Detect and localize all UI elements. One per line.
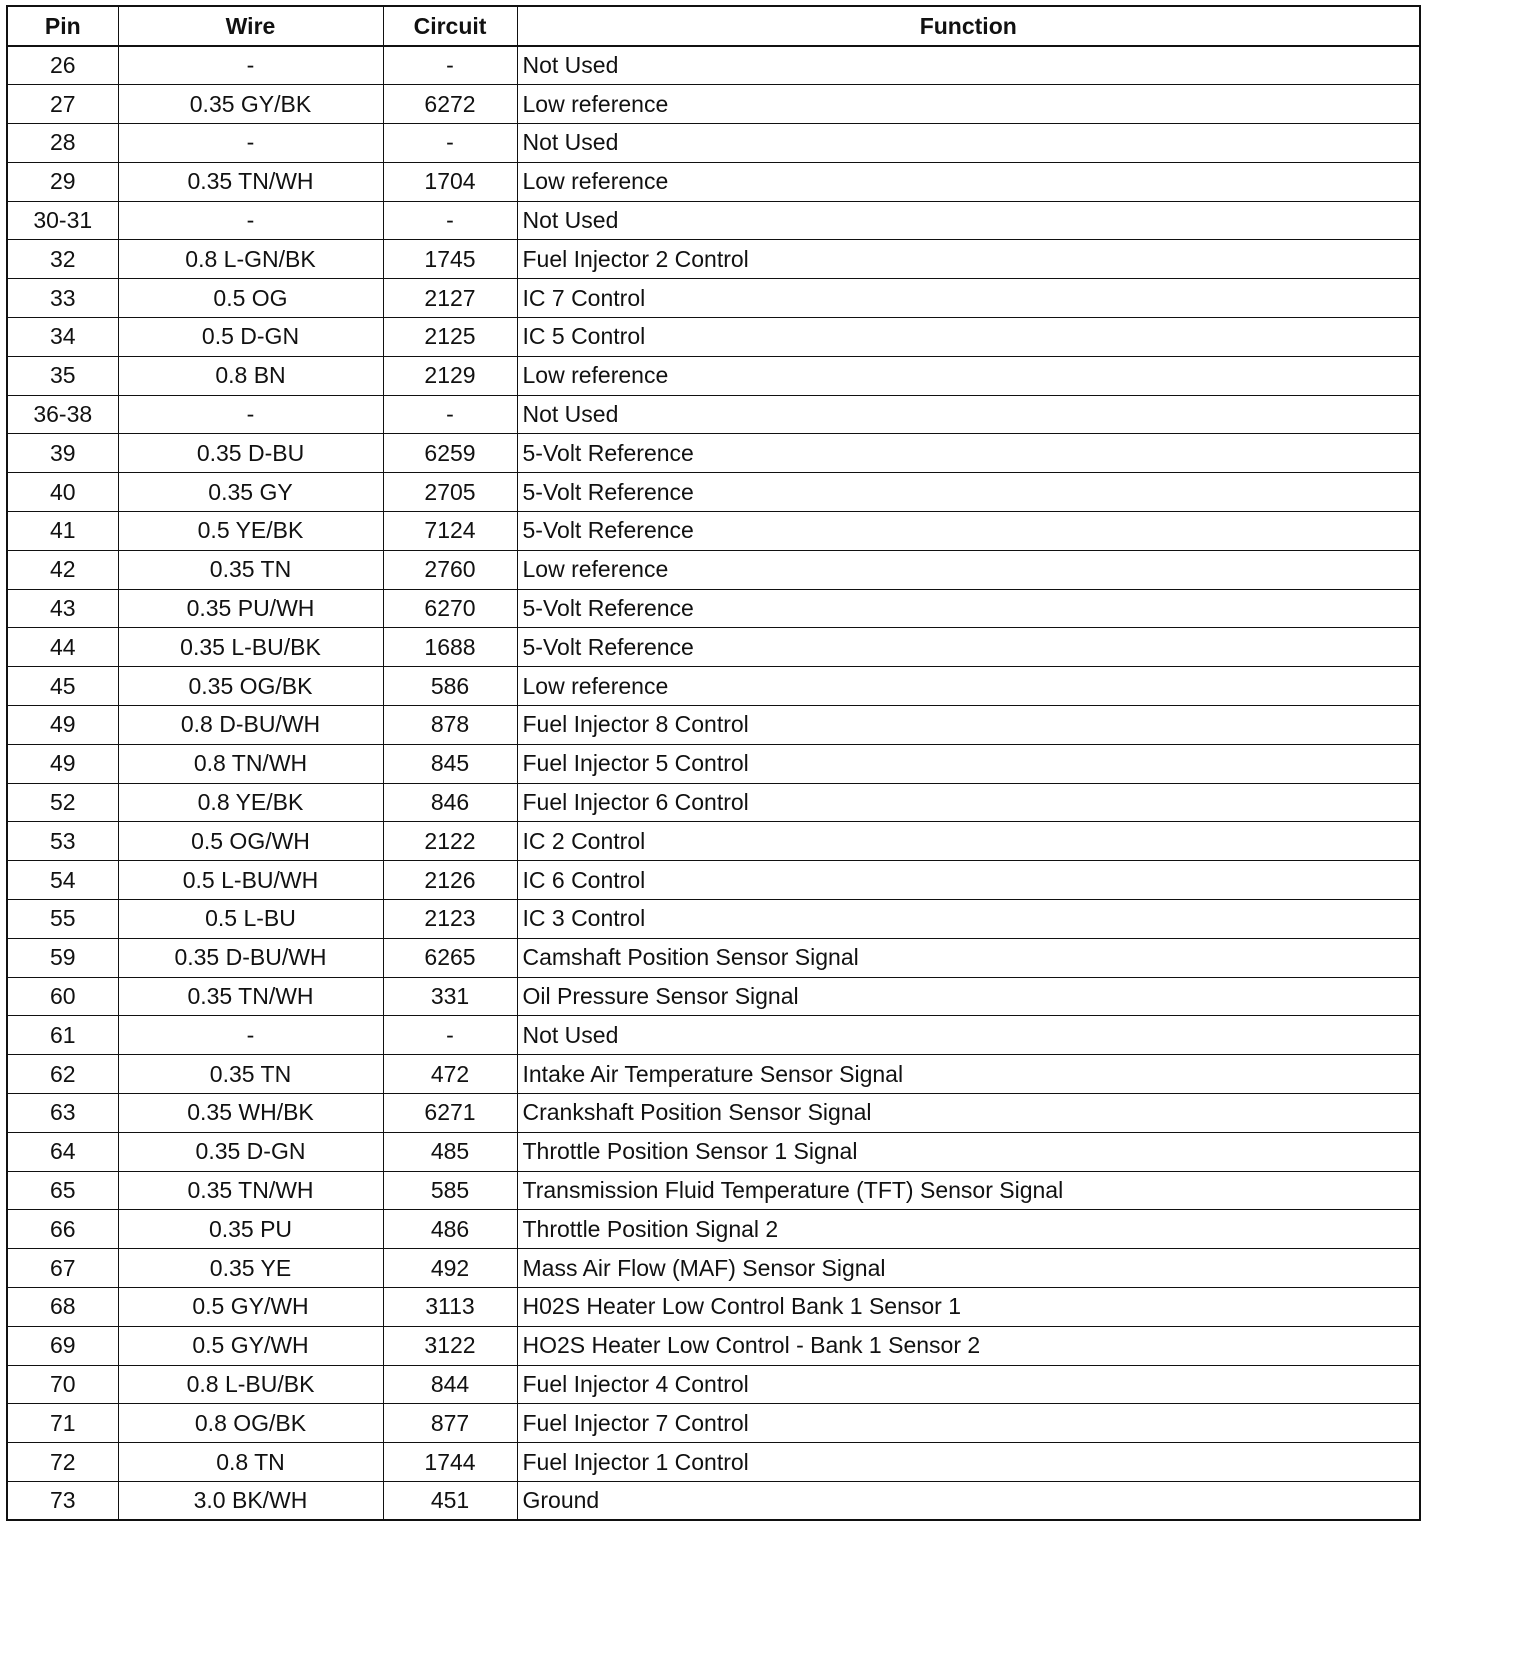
- cell-function: Fuel Injector 5 Control: [517, 744, 1420, 783]
- cell-pin: 60: [7, 977, 118, 1016]
- table-row: [7, 512, 1420, 551]
- cell-pin: 44: [7, 628, 118, 667]
- header-function: Function: [517, 6, 1420, 46]
- cell-function: 5-Volt Reference: [517, 473, 1420, 512]
- table-row: [7, 1481, 1420, 1520]
- cell-circuit: -: [383, 201, 517, 240]
- header-row: [7, 6, 1420, 46]
- cell-wire: 0.35 D-BU/WH: [118, 938, 383, 977]
- table-row: [7, 356, 1420, 395]
- cell-pin: 49: [7, 706, 118, 745]
- table-row: [7, 550, 1420, 589]
- cell-function: 5-Volt Reference: [517, 512, 1420, 551]
- cell-circuit: 472: [383, 1055, 517, 1094]
- cell-function: Throttle Position Sensor 1 Signal: [517, 1132, 1420, 1171]
- cell-function: Transmission Fluid Temperature (TFT) Sensor Signal: [517, 1171, 1420, 1210]
- cell-pin: 71: [7, 1404, 118, 1443]
- cell-function: Fuel Injector 2 Control: [517, 240, 1420, 279]
- cell-pin: 64: [7, 1132, 118, 1171]
- cell-function: Low reference: [517, 356, 1420, 395]
- cell-pin: 68: [7, 1288, 118, 1327]
- cell-pin: 61: [7, 1016, 118, 1055]
- cell-pin: 63: [7, 1094, 118, 1133]
- cell-pin: 30-31: [7, 201, 118, 240]
- cell-circuit: 1688: [383, 628, 517, 667]
- header-pin: Pin: [7, 6, 118, 46]
- table-row: [7, 395, 1420, 434]
- cell-circuit: 585: [383, 1171, 517, 1210]
- table-row: [7, 1326, 1420, 1365]
- cell-circuit: 586: [383, 667, 517, 706]
- cell-circuit: 2123: [383, 900, 517, 939]
- table-row: [7, 1404, 1420, 1443]
- cell-pin: 72: [7, 1443, 118, 1482]
- table-row: [7, 977, 1420, 1016]
- cell-function: Low reference: [517, 667, 1420, 706]
- table-row: [7, 201, 1420, 240]
- cell-pin: 43: [7, 589, 118, 628]
- cell-wire: 0.35 GY/BK: [118, 85, 383, 124]
- cell-function: Not Used: [517, 46, 1420, 85]
- cell-pin: 27: [7, 85, 118, 124]
- cell-wire: 0.5 D-GN: [118, 318, 383, 357]
- table-row: [7, 1288, 1420, 1327]
- cell-pin: 62: [7, 1055, 118, 1094]
- cell-function: Fuel Injector 8 Control: [517, 706, 1420, 745]
- cell-function: Not Used: [517, 395, 1420, 434]
- cell-function: H02S Heater Low Control Bank 1 Sensor 1: [517, 1288, 1420, 1327]
- cell-wire: 0.35 D-BU: [118, 434, 383, 473]
- cell-pin: 49: [7, 744, 118, 783]
- cell-circuit: 6259: [383, 434, 517, 473]
- cell-pin: 28: [7, 124, 118, 163]
- cell-pin: 54: [7, 861, 118, 900]
- cell-wire: 0.35 TN: [118, 550, 383, 589]
- table-body: [7, 46, 1420, 1520]
- table-row: [7, 1443, 1420, 1482]
- cell-wire: 0.35 TN/WH: [118, 1171, 383, 1210]
- table-row: [7, 1210, 1420, 1249]
- table-row: [7, 938, 1420, 977]
- cell-wire: 0.35 WH/BK: [118, 1094, 383, 1133]
- cell-circuit: -: [383, 46, 517, 85]
- cell-circuit: 485: [383, 1132, 517, 1171]
- table-row: [7, 1132, 1420, 1171]
- cell-pin: 73: [7, 1481, 118, 1520]
- table-row: [7, 434, 1420, 473]
- table-row: [7, 589, 1420, 628]
- cell-pin: 36-38: [7, 395, 118, 434]
- table-row: [7, 1055, 1420, 1094]
- cell-pin: 66: [7, 1210, 118, 1249]
- cell-wire: -: [118, 395, 383, 434]
- cell-circuit: 2127: [383, 279, 517, 318]
- cell-wire: 0.5 L-BU: [118, 900, 383, 939]
- cell-circuit: 331: [383, 977, 517, 1016]
- cell-wire: 0.5 OG/WH: [118, 822, 383, 861]
- cell-function: IC 7 Control: [517, 279, 1420, 318]
- cell-pin: 59: [7, 938, 118, 977]
- cell-wire: 0.5 GY/WH: [118, 1326, 383, 1365]
- cell-wire: 0.35 TN/WH: [118, 977, 383, 1016]
- cell-wire: 0.35 PU: [118, 1210, 383, 1249]
- cell-circuit: 2125: [383, 318, 517, 357]
- cell-circuit: 1744: [383, 1443, 517, 1482]
- table-row: [7, 124, 1420, 163]
- cell-wire: 0.35 TN: [118, 1055, 383, 1094]
- cell-circuit: -: [383, 1016, 517, 1055]
- table-row: [7, 783, 1420, 822]
- table-header: [7, 6, 1420, 46]
- cell-wire: 0.5 YE/BK: [118, 512, 383, 551]
- cell-wire: -: [118, 46, 383, 85]
- table-row: [7, 706, 1420, 745]
- cell-pin: 45: [7, 667, 118, 706]
- table-row: [7, 900, 1420, 939]
- cell-function: Oil Pressure Sensor Signal: [517, 977, 1420, 1016]
- table-row: [7, 473, 1420, 512]
- cell-wire: 0.8 L-BU/BK: [118, 1365, 383, 1404]
- table-row: [7, 744, 1420, 783]
- cell-circuit: -: [383, 395, 517, 434]
- cell-circuit: 844: [383, 1365, 517, 1404]
- cell-pin: 70: [7, 1365, 118, 1404]
- cell-pin: 40: [7, 473, 118, 512]
- cell-pin: 35: [7, 356, 118, 395]
- cell-circuit: 2705: [383, 473, 517, 512]
- cell-circuit: 492: [383, 1249, 517, 1288]
- cell-function: Camshaft Position Sensor Signal: [517, 938, 1420, 977]
- cell-circuit: 846: [383, 783, 517, 822]
- cell-wire: 0.35 OG/BK: [118, 667, 383, 706]
- cell-circuit: 1745: [383, 240, 517, 279]
- cell-pin: 52: [7, 783, 118, 822]
- cell-circuit: 877: [383, 1404, 517, 1443]
- cell-function: Low reference: [517, 550, 1420, 589]
- cell-wire: 0.35 GY: [118, 473, 383, 512]
- cell-function: 5-Volt Reference: [517, 589, 1420, 628]
- cell-pin: 41: [7, 512, 118, 551]
- cell-function: Not Used: [517, 124, 1420, 163]
- cell-circuit: 6270: [383, 589, 517, 628]
- table-row: [7, 240, 1420, 279]
- cell-function: Fuel Injector 4 Control: [517, 1365, 1420, 1404]
- cell-pin: 39: [7, 434, 118, 473]
- cell-wire: 0.5 OG: [118, 279, 383, 318]
- cell-wire: 0.8 D-BU/WH: [118, 706, 383, 745]
- table-row: [7, 1016, 1420, 1055]
- cell-circuit: -: [383, 124, 517, 163]
- cell-circuit: 2126: [383, 861, 517, 900]
- cell-wire: 0.35 TN/WH: [118, 162, 383, 201]
- cell-pin: 34: [7, 318, 118, 357]
- cell-circuit: 451: [383, 1481, 517, 1520]
- table-row: [7, 1365, 1420, 1404]
- cell-circuit: 1704: [383, 162, 517, 201]
- cell-function: Not Used: [517, 1016, 1420, 1055]
- cell-function: Ground: [517, 1481, 1420, 1520]
- cell-pin: 32: [7, 240, 118, 279]
- cell-wire: -: [118, 1016, 383, 1055]
- table-row: [7, 1171, 1420, 1210]
- cell-pin: 67: [7, 1249, 118, 1288]
- cell-pin: 29: [7, 162, 118, 201]
- cell-function: Low reference: [517, 162, 1420, 201]
- table-row: [7, 46, 1420, 85]
- cell-function: Intake Air Temperature Sensor Signal: [517, 1055, 1420, 1094]
- table-row: [7, 667, 1420, 706]
- table-row: [7, 85, 1420, 124]
- cell-circuit: 2129: [383, 356, 517, 395]
- header-circuit: Circuit: [383, 6, 517, 46]
- table-row: [7, 861, 1420, 900]
- cell-function: IC 3 Control: [517, 900, 1420, 939]
- cell-pin: 65: [7, 1171, 118, 1210]
- cell-function: Not Used: [517, 201, 1420, 240]
- cell-pin: 33: [7, 279, 118, 318]
- cell-function: IC 5 Control: [517, 318, 1420, 357]
- table-row: [7, 628, 1420, 667]
- cell-wire: 0.35 PU/WH: [118, 589, 383, 628]
- table-row: [7, 162, 1420, 201]
- cell-pin: 55: [7, 900, 118, 939]
- cell-wire: 0.8 TN: [118, 1443, 383, 1482]
- cell-wire: 0.35 L-BU/BK: [118, 628, 383, 667]
- cell-circuit: 486: [383, 1210, 517, 1249]
- cell-wire: 3.0 BK/WH: [118, 1481, 383, 1520]
- cell-circuit: 3113: [383, 1288, 517, 1327]
- cell-wire: 0.35 D-GN: [118, 1132, 383, 1171]
- cell-pin: 69: [7, 1326, 118, 1365]
- cell-wire: 0.5 L-BU/WH: [118, 861, 383, 900]
- pinout-table: [6, 5, 1421, 1521]
- cell-circuit: 3122: [383, 1326, 517, 1365]
- cell-function: Fuel Injector 6 Control: [517, 783, 1420, 822]
- cell-circuit: 6271: [383, 1094, 517, 1133]
- cell-pin: 26: [7, 46, 118, 85]
- cell-circuit: 6265: [383, 938, 517, 977]
- cell-wire: -: [118, 201, 383, 240]
- cell-function: IC 6 Control: [517, 861, 1420, 900]
- cell-wire: 0.5 GY/WH: [118, 1288, 383, 1327]
- cell-circuit: 878: [383, 706, 517, 745]
- cell-circuit: 2760: [383, 550, 517, 589]
- cell-function: 5-Volt Reference: [517, 628, 1420, 667]
- cell-wire: 0.8 L-GN/BK: [118, 240, 383, 279]
- table-row: [7, 318, 1420, 357]
- cell-wire: 0.8 YE/BK: [118, 783, 383, 822]
- cell-circuit: 6272: [383, 85, 517, 124]
- cell-function: Fuel Injector 1 Control: [517, 1443, 1420, 1482]
- cell-wire: -: [118, 124, 383, 163]
- cell-circuit: 845: [383, 744, 517, 783]
- cell-function: Fuel Injector 7 Control: [517, 1404, 1420, 1443]
- cell-function: Crankshaft Position Sensor Signal: [517, 1094, 1420, 1133]
- table-row: [7, 1249, 1420, 1288]
- cell-function: 5-Volt Reference: [517, 434, 1420, 473]
- table-row: [7, 1094, 1420, 1133]
- cell-pin: 42: [7, 550, 118, 589]
- cell-function: Low reference: [517, 85, 1420, 124]
- cell-function: HO2S Heater Low Control - Bank 1 Sensor 2: [517, 1326, 1420, 1365]
- cell-circuit: 7124: [383, 512, 517, 551]
- cell-circuit: 2122: [383, 822, 517, 861]
- cell-wire: 0.8 TN/WH: [118, 744, 383, 783]
- table-row: [7, 279, 1420, 318]
- cell-wire: 0.8 BN: [118, 356, 383, 395]
- cell-function: IC 2 Control: [517, 822, 1420, 861]
- header-wire: Wire: [118, 6, 383, 46]
- table-row: [7, 822, 1420, 861]
- cell-function: Mass Air Flow (MAF) Sensor Signal: [517, 1249, 1420, 1288]
- cell-function: Throttle Position Signal 2: [517, 1210, 1420, 1249]
- cell-wire: 0.35 YE: [118, 1249, 383, 1288]
- cell-pin: 53: [7, 822, 118, 861]
- cell-wire: 0.8 OG/BK: [118, 1404, 383, 1443]
